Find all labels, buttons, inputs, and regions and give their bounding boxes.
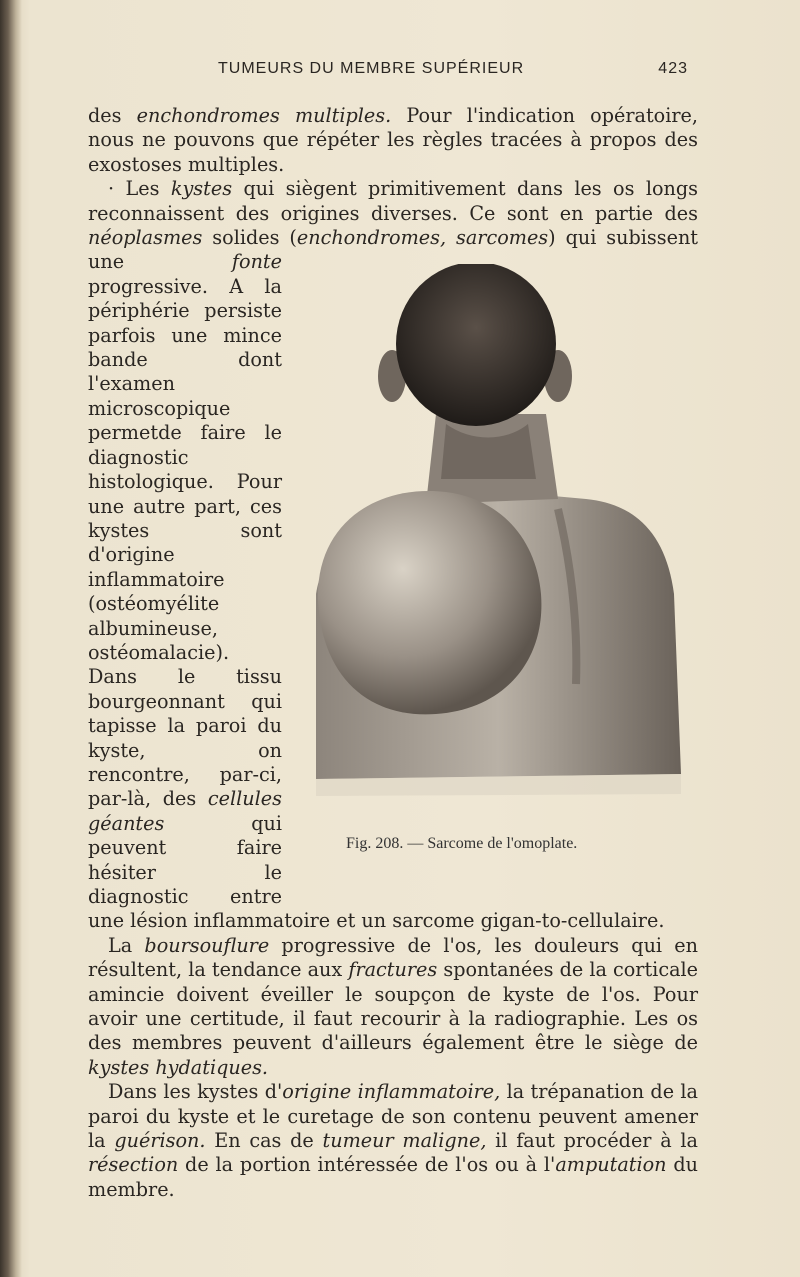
header-title: TUMEURS DU MEMBRE SUPÉRIEUR [218,60,525,77]
text-run: La [108,933,145,957]
italic-run: néoplasmes [88,226,203,250]
text-run: qui siègent primitivement dans les os longs reconnaissent des origines diverses. Ce sont en partie des [88,177,699,225]
text-run: progressive de l'os, les douleurs qui en résultent, la tendance aux [88,933,698,982]
italic-run: fonte [231,250,282,274]
figure-caption: Fig. 208. — Sarcome de l'omoplate. [346,835,578,853]
body-text [88,104,698,1202]
italic-run: résection [88,1153,179,1177]
figure-208 [296,250,706,905]
paragraph-1 [88,104,698,177]
paragraph-4 [88,1080,698,1202]
paragraph-2 [88,177,698,934]
text-run: progressive. A la périphérie persiste parfois une mince bande dont l'examen microscopique permetde faire le diagnostic histologique. Pour une autre part, ces kystes sont d'origine inflammatoire (ostéomyélite albumineuse, ostéomalacie). Dans le tissu bourgeonnant qui tapisse la paroi du kyste, on rencontre, par-ci, par-là, des [88,274,282,811]
text-run: En cas de [205,1129,323,1153]
italic-run: origine inflammatoire, [282,1080,501,1104]
text-run: Pour l'indication opératoire, nous ne pouvons que répéter les règles tracées à propos des exostoses multiples. [88,104,698,176]
text-run: de la portion intéressée de l'os ou à l' [178,1153,556,1177]
text-run: du membre. [88,1153,698,1201]
text-run: qui peuvent faire hésiter le diagnostic entre une lésion inflammatoire et un sarcome gigan-to-cellulaire. [88,811,665,933]
book-binding [0,0,22,1277]
paragraph-3 [88,934,698,1080]
page-number: 423 [658,60,688,77]
text-run: spontanées de la corticale amincie doivent éveiller le soupçon de kyste de l'os. Pour avoir une certitude, il faut recourir à la radiographie. Les os des membres peuvent d'ailleurs également être le siège de [88,958,698,1055]
text-run: · Les [108,177,171,201]
text-run: ) qui subissent une [88,226,699,274]
text-run: la trépanation de la paroi du kyste et le curetage de son contenu peuvent amener la [88,1080,698,1153]
italic-run: enchondromes multiples. [136,104,392,127]
italic-run: kystes hydatiques. [88,1055,269,1079]
italic-run: boursouflure [144,933,270,957]
figure-illustration [296,264,696,824]
text-run: des [88,104,137,127]
running-header [88,60,698,86]
italic-run: kystes [170,177,233,201]
text-run: Dans les kystes d' [108,1080,283,1104]
italic-run: guérison. [114,1129,206,1153]
italic-run: tumeur maligne, [322,1129,487,1153]
italic-run: cellules géantes [88,787,282,835]
italic-run: amputation [555,1153,667,1177]
italic-run: enchondromes, sarcomes [296,226,549,250]
text-run: il faut procéder à la [486,1129,698,1153]
italic-run: fractures [348,958,438,982]
text-run: solides ( [202,226,297,250]
